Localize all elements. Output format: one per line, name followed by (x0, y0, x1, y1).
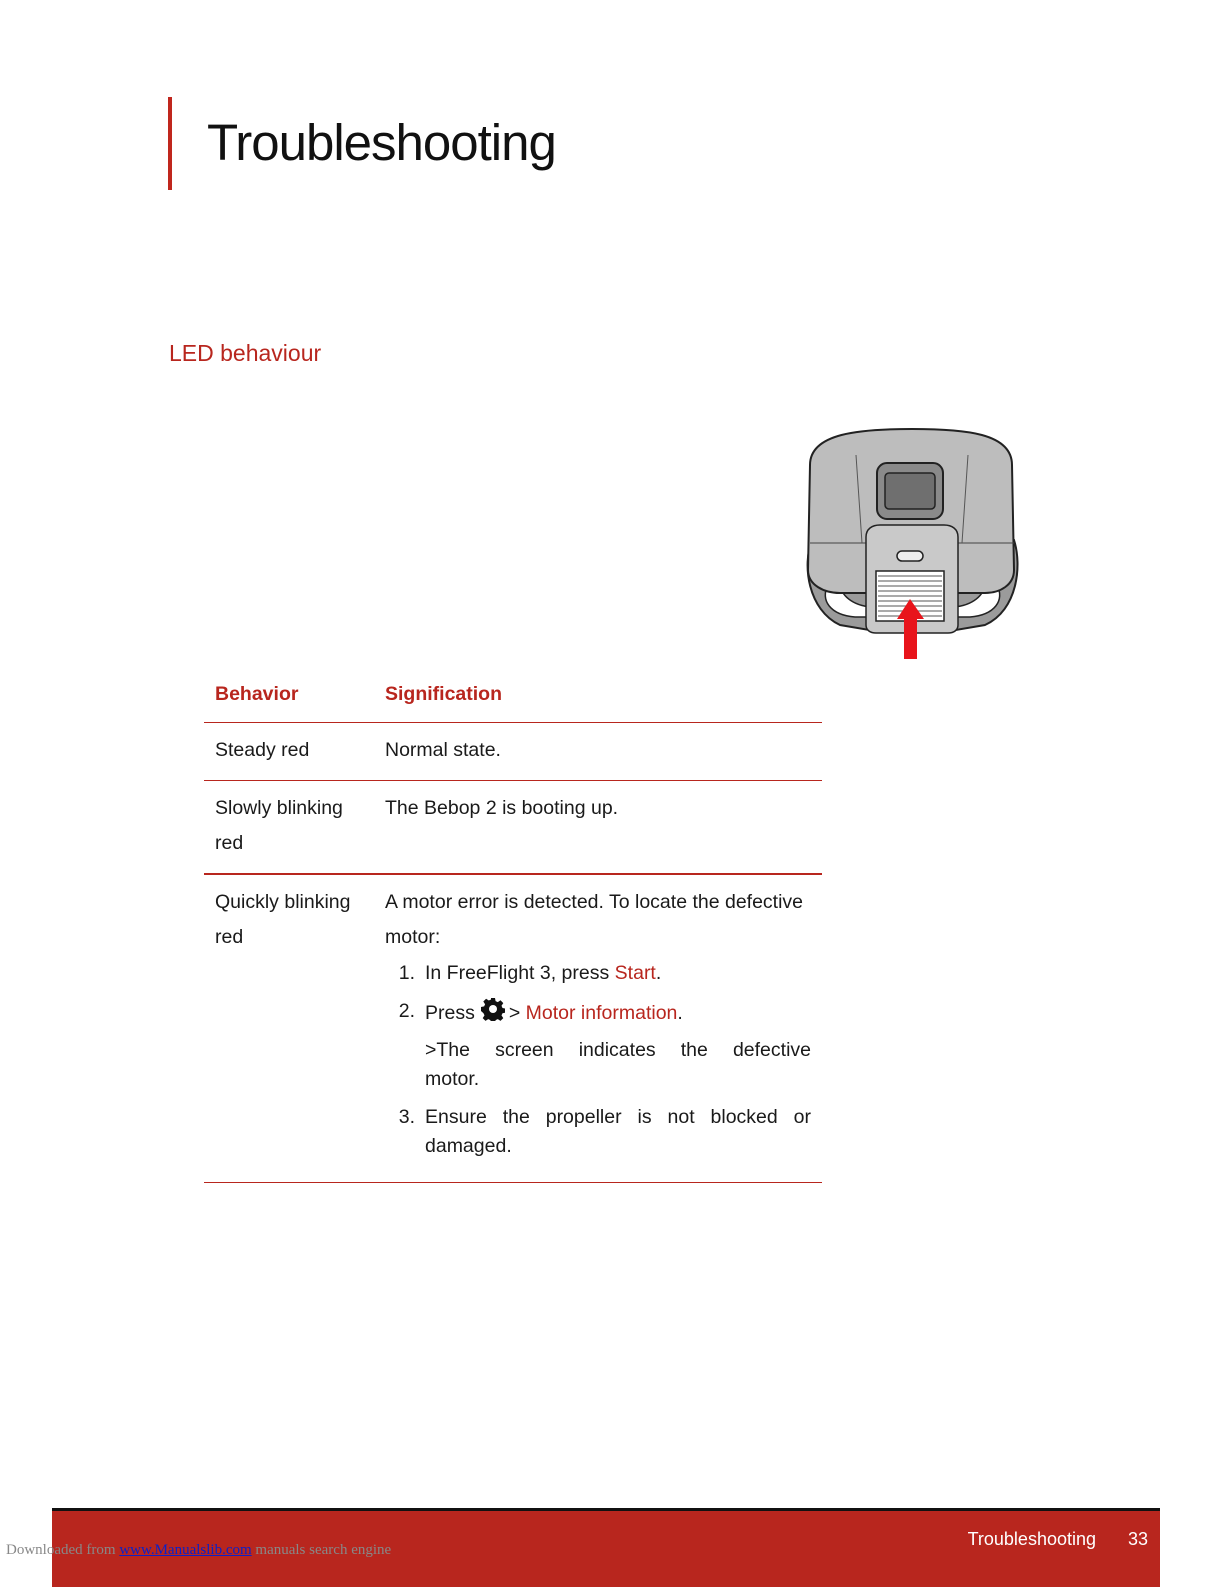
table-row (204, 874, 822, 1183)
watermark-prefix: Downloaded from (6, 1542, 120, 1558)
step-number: 3. (398, 1106, 415, 1128)
step-item (385, 997, 811, 1094)
step-separator: > (508, 1002, 526, 1024)
motor-error-steps (385, 959, 811, 1161)
signification-text: A motor error is detected. To locate the defective motor: (385, 891, 804, 948)
page-number: 33 (1127, 1529, 1148, 1549)
step-end: . (655, 962, 662, 984)
step-text: Ensure the propeller is not blocked or damaged. (425, 1106, 811, 1157)
led-behaviour-table (204, 683, 822, 1183)
section-heading: LED behaviour (169, 340, 322, 366)
gear-icon (481, 997, 505, 1021)
table-row (204, 723, 822, 781)
drone-rear-led-illustration (800, 425, 1025, 665)
manualslib-link[interactable]: www.Manualslib.com (119, 1542, 252, 1558)
footer-section-label: Troubleshooting (967, 1529, 1096, 1549)
start-link[interactable]: Start (614, 962, 656, 984)
page-title: Troubleshooting (207, 114, 556, 171)
behavior-cell: Quickly blinking red (215, 891, 351, 948)
behavior-cell: Steady red (215, 739, 310, 761)
watermark-suffix: manuals search engine (251, 1542, 392, 1558)
step-item (385, 959, 811, 988)
signification-column-header: Signification (385, 683, 502, 705)
signification-cell: Normal state. (385, 739, 501, 761)
motor-information-link[interactable]: Motor information (525, 1002, 678, 1024)
download-watermark (6, 1542, 391, 1559)
behavior-column-header: Behavior (215, 683, 299, 705)
behavior-cell: Slowly blinking red (215, 797, 343, 854)
step-note-end: motor. (425, 1068, 480, 1090)
step-item (385, 1103, 811, 1161)
step-number: 1. (398, 962, 415, 984)
step-end: . (677, 1002, 683, 1024)
table-header-row (204, 683, 822, 723)
signification-cell: The Bebop 2 is booting up. (385, 797, 619, 819)
signification-cell (374, 874, 822, 1183)
step-note: >The screen indicates the defective (425, 1039, 811, 1061)
step-text: Press (425, 1002, 475, 1024)
table-row (204, 781, 822, 875)
step-text: In FreeFlight 3, press (425, 962, 615, 984)
title-accent-bar (168, 97, 172, 190)
step-number: 2. (398, 1000, 415, 1022)
